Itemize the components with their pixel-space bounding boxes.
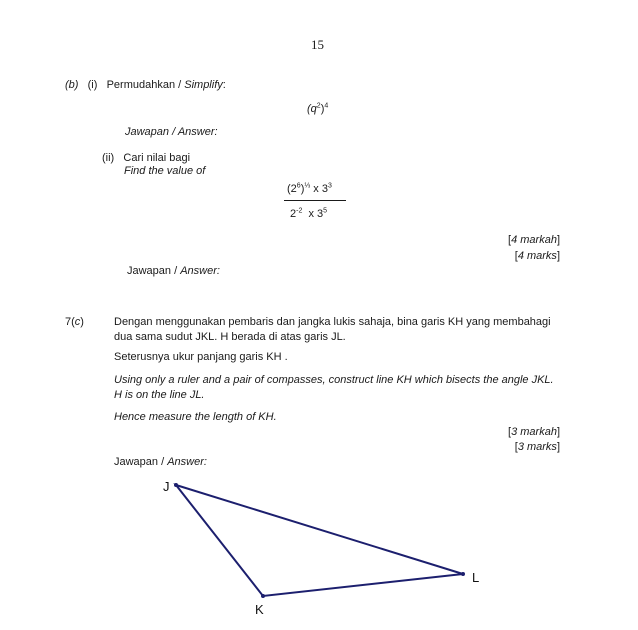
q7c-para3-line1: Using only a ruler and a pair of compasses, construct line KH which bisects the angle JKL. — [114, 374, 554, 386]
den-times: x 3 — [308, 208, 324, 220]
point-l — [461, 572, 465, 576]
num-exp1: 6 — [296, 182, 301, 190]
find-value-en: Find the value of — [124, 165, 206, 177]
colon: : — [222, 79, 226, 91]
triangle-jkl — [176, 485, 463, 596]
num-times: x 3 — [313, 183, 328, 195]
q7c-para4: Hence measure the length of KH. — [114, 411, 277, 423]
q7c-para1-line1: Dengan menggunakan pembaris dan jangka lukis sahaja, bina garis KH yang membahagi — [114, 316, 551, 328]
subpart-ii-label: (ii) — [102, 152, 115, 164]
simplify-text-en: Simplify — [184, 79, 223, 91]
q7c-para2: Seterusnya ukur panjang garis KH . — [114, 351, 288, 363]
expr-q-close: ) — [320, 103, 325, 115]
marks-7c-en: [3 marks] — [514, 441, 560, 453]
expr-q-outer-exp: 4 — [324, 102, 329, 110]
answer-en: Answer: — [167, 456, 207, 468]
find-value-ms: Cari nilai bagi — [123, 152, 191, 164]
answer-ms: Jawapan / — [114, 456, 165, 468]
num-exp2: ⅓ — [304, 182, 311, 190]
label-l: L — [472, 570, 480, 585]
marks-7c-ms: [3 markah] — [508, 426, 560, 438]
q7c-para3-line2: H is on the line JL. — [114, 389, 205, 401]
num-exp3: 3 — [327, 182, 332, 190]
label-j: J — [163, 479, 170, 494]
expr-q-open: (q — [307, 103, 317, 115]
answer-ms: Jawapan / — [125, 126, 176, 138]
expr-q-inner-exp: 2 — [316, 102, 321, 110]
num-close: ) — [300, 183, 305, 195]
marks-b-ms: [4 markah] — [508, 234, 560, 246]
q7c-para1-line2: dua sama sudut JKL. H berada di atas garis JL. — [114, 331, 346, 343]
den-exp2: 5 — [323, 207, 328, 215]
subpart-i-label: (i) — [87, 79, 98, 91]
answer-en: Answer: — [180, 265, 220, 277]
label-k: K — [255, 602, 264, 617]
simplify-text-ms: Permudahkan / — [106, 79, 182, 91]
marks-b-en: [4 marks] — [514, 250, 560, 262]
den-exp1: -2 — [296, 207, 303, 215]
question-b-label: (b) — [65, 79, 79, 91]
answer-en: Answer: — [177, 126, 218, 138]
num-open: (2 — [287, 183, 297, 195]
page-number: 15 — [311, 37, 324, 52]
den-base1: 2 — [290, 208, 297, 220]
answer-ms: Jawapan / — [127, 265, 178, 277]
point-j — [174, 483, 178, 487]
question-7c-label: 7(c) — [65, 316, 84, 328]
point-k — [261, 594, 265, 598]
